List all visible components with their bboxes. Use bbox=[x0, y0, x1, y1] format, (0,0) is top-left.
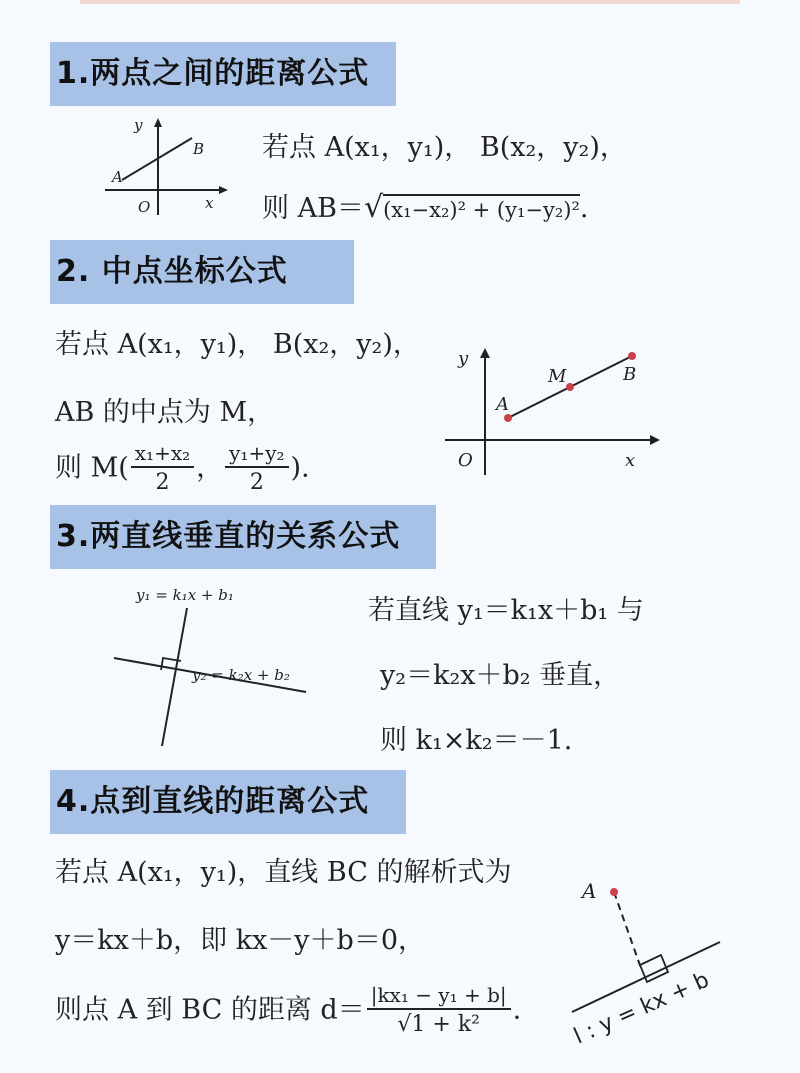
line-1-equation: y₁ = k₁x + b₁ bbox=[136, 586, 234, 604]
radicand: (x₁−x₂)² + (y₁−y₂)² bbox=[383, 194, 580, 222]
section-header-perpendicular bbox=[50, 505, 436, 569]
perpendicular-figure bbox=[100, 578, 340, 750]
y-label: y bbox=[458, 348, 469, 369]
section-header-point-line bbox=[50, 770, 406, 834]
fraction-numerator: |kx₁ − y₁ + b| bbox=[367, 982, 511, 1010]
distance-figure bbox=[100, 110, 240, 220]
section-header-distance bbox=[50, 42, 396, 106]
perpendicular-dash bbox=[614, 892, 642, 971]
fraction-numerator: x₁+x₂ bbox=[131, 440, 194, 468]
point-a-label: A bbox=[582, 879, 597, 903]
line-1 bbox=[162, 608, 187, 746]
point-b bbox=[628, 352, 636, 360]
perpendicular-condition: y₂＝k₂x＋b₂ 垂直， bbox=[380, 660, 621, 691]
formula-suffix: . bbox=[579, 193, 589, 224]
point-line-figure bbox=[560, 870, 730, 1050]
section-title: 4.点到直线的距离公式 bbox=[56, 784, 370, 819]
point-a-label: A bbox=[496, 394, 509, 415]
formula-prefix: 则 AB＝ bbox=[262, 193, 364, 224]
y-arrow bbox=[154, 118, 162, 127]
fraction-numerator: y₁+y₂ bbox=[225, 440, 288, 468]
section-title: 3.两直线垂直的关系公式 bbox=[56, 519, 401, 554]
section-title: 2. 中点坐标公式 bbox=[56, 254, 288, 289]
point-m bbox=[566, 383, 574, 391]
x-arrow bbox=[219, 186, 228, 194]
x-label: x bbox=[205, 194, 214, 212]
point-b-label: B bbox=[623, 364, 637, 385]
x-arrow bbox=[650, 435, 660, 445]
fraction-denominator: √1 + k² bbox=[397, 1012, 480, 1037]
point-a bbox=[504, 414, 512, 422]
midpoint-figure bbox=[440, 340, 670, 480]
formula-suffix: . bbox=[512, 994, 522, 1026]
formula-suffix: ). bbox=[290, 452, 310, 484]
midpoint-given: 若点 A(x₁，y₁)， B(x₂，y₂)， bbox=[55, 329, 420, 360]
midpoint-def: AB 的中点为 M， bbox=[55, 397, 275, 428]
midpoint-formula bbox=[55, 440, 310, 498]
line-2-equation: y₂ = k₂x + b₂ bbox=[192, 666, 290, 684]
fraction-y bbox=[225, 440, 288, 498]
top-divider bbox=[80, 0, 740, 4]
y-label: y bbox=[134, 116, 143, 134]
point-a bbox=[610, 888, 618, 896]
perpendicular-result: 则 k₁×k₂＝－1. bbox=[380, 725, 573, 756]
section-header-midpoint bbox=[50, 240, 354, 304]
point-a-label: A bbox=[112, 168, 123, 186]
distance-fraction bbox=[367, 982, 511, 1040]
point-line-formula bbox=[55, 982, 521, 1040]
point-b-label: B bbox=[193, 140, 205, 158]
origin-label: O bbox=[138, 198, 151, 216]
origin-label: O bbox=[458, 450, 473, 471]
fraction-denominator: 2 bbox=[155, 470, 170, 495]
x-label: x bbox=[625, 450, 636, 471]
section-title: 1.两点之间的距离公式 bbox=[56, 56, 370, 91]
fraction-denominator: 2 bbox=[249, 470, 264, 495]
point-m-label: M bbox=[548, 366, 567, 387]
point-line-given: 若点 A(x₁，y₁)，直线 BC 的解析式为 bbox=[55, 857, 512, 888]
formula-prefix: 则点 A 到 BC 的距离 d＝ bbox=[55, 994, 365, 1026]
distance-given: 若点 A(x₁，y₁)， B(x₂，y₂)， bbox=[262, 132, 627, 163]
y-arrow bbox=[480, 348, 490, 358]
perpendicular-given: 若直线 y₁＝k₁x＋b₁ 与 bbox=[368, 595, 644, 626]
point-line-equation: y＝kx＋b，即 kx－y＋b＝0， bbox=[55, 925, 426, 956]
formula-prefix: 则 M( bbox=[55, 452, 129, 484]
line-equation-label: l : y = kx + b bbox=[570, 967, 714, 1050]
separator: ， bbox=[196, 452, 224, 484]
distance-formula: 则 AB＝√(x₁−x₂)² + (y₁−y₂)². bbox=[262, 190, 589, 225]
fraction-x bbox=[131, 440, 194, 498]
